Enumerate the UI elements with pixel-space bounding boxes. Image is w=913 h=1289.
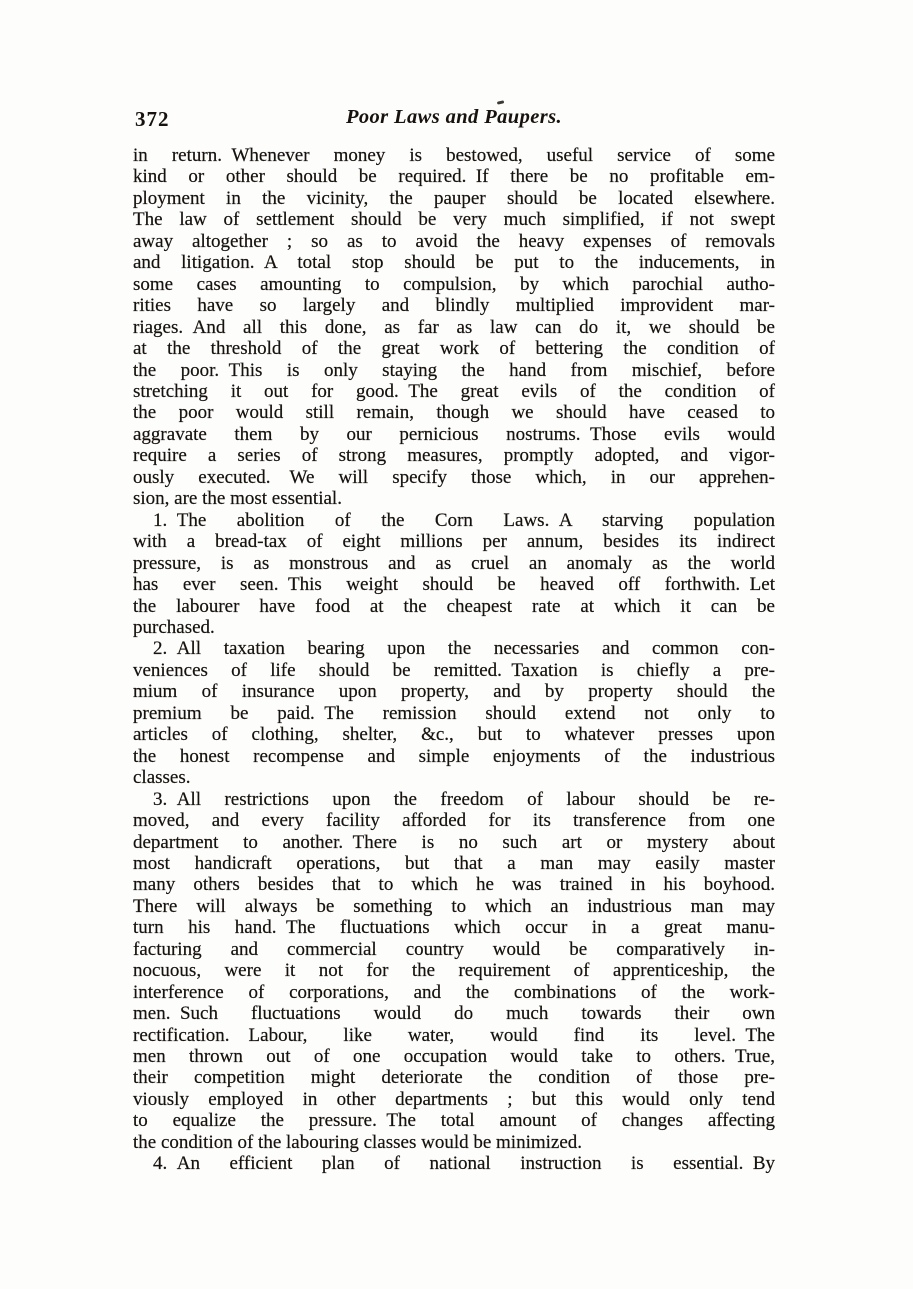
text-line: rectification. Labour, like water, would find its level. The (133, 1024, 775, 1046)
text-line: ously executed. We will specify those which, in our apprehen- (133, 466, 775, 488)
text-line: premium be paid. The remission should extend not only to (133, 702, 775, 724)
text-line: There will always be something to which an industrious man may (133, 895, 775, 917)
running-head (133, 106, 775, 134)
text-line: department to another. There is no such art or mystery about (133, 831, 775, 853)
text-line: kind or other should be required. If there be no profitable em- (133, 166, 775, 188)
text-line: some cases amounting to compulsion, by which parochial autho- (133, 273, 775, 295)
text-line: in return. Whenever money is bestowed, useful service of some (133, 145, 775, 166)
text-line: the condition of the labouring classes would be minimized. (133, 1131, 583, 1153)
text-line: men thrown out of one occupation would take to others. True, (133, 1046, 775, 1068)
text-line: riages. And all this done, as far as law can do it, we should be (133, 316, 775, 338)
text-line: turn his hand. The fluctuations which occur in a great manu- (133, 917, 775, 939)
text-line: away altogether ; so as to avoid the heavy expenses of removals (133, 230, 775, 252)
text-line: has ever seen. This weight should be heaved off forthwith. Let (133, 574, 775, 596)
text-line: veniences of life should be remitted. Taxation is chiefly a pre- (133, 659, 775, 681)
scan-speck-artifact (497, 100, 504, 104)
text-line: interference of corporations, and the combinations of the work- (133, 981, 775, 1003)
text-line: sion, are the most essential. (133, 488, 342, 510)
page-number: 372 (135, 107, 170, 131)
text-line: purchased. (133, 616, 215, 638)
page-body (133, 145, 775, 1175)
text-line: require a series of strong measures, promptly adopted, and vigor- (133, 445, 775, 467)
text-line: viously employed in other departments ; but this would only tend (133, 1088, 775, 1110)
text-line: to equalize the pressure. The total amount of changes affecting (133, 1110, 775, 1132)
text-line: classes. (133, 767, 191, 789)
running-title: Poor Laws and Paupers. (345, 106, 563, 128)
text-line: mium of insurance upon property, and by property should the (133, 681, 775, 703)
text-line: the honest recompense and simple enjoyments of the industrious (133, 745, 775, 767)
text-line: the poor would still remain, though we should have ceased to (133, 402, 775, 424)
text-line: 4. An efficient plan of national instruction is essential. By (153, 1153, 775, 1175)
text-line: pressure, is as monstrous and as cruel an anomaly as the world (133, 552, 775, 574)
text-line: 2. All taxation bearing upon the necessaries and common con- (153, 638, 775, 660)
text-line: The law of settlement should be very much simplified, if not swept (133, 209, 775, 231)
text-line: ployment in the vicinity, the pauper should be located elsewhere. (133, 187, 775, 209)
text-line: the poor. This is only staying the hand from mischief, before (133, 359, 775, 381)
text-line: 1. The abolition of the Corn Laws. A starving population (153, 509, 775, 531)
text-line: articles of clothing, shelter, &c., but to whatever presses upon (133, 724, 775, 746)
text-line: most handicraft operations, but that a man may easily master (133, 852, 775, 874)
text-line: men. Such fluctuations would do much towards their own (133, 1003, 775, 1025)
text-line: the labourer have food at the cheapest rate at which it can be (133, 595, 775, 617)
text-line: 3. All restrictions upon the freedom of labour should be re- (153, 788, 775, 810)
text-line: their competition might deteriorate the condition of those pre- (133, 1067, 775, 1089)
text-line: moved, and every facility afforded for its transference from one (133, 810, 775, 832)
text-line: at the threshold of the great work of bettering the condition of (133, 338, 775, 360)
text-line: aggravate them by our pernicious nostrums. Those evils would (133, 423, 775, 445)
text-line: facturing and commercial country would be comparatively in- (133, 938, 775, 960)
text-line: and litigation. A total stop should be put to the inducements, in (133, 252, 775, 274)
text-line: stretching it out for good. The great evils of the condition of (133, 380, 775, 402)
text-line: nocuous, were it not for the requirement of apprenticeship, the (133, 960, 775, 982)
text-line: rities have so largely and blindly multiplied improvident mar- (133, 295, 775, 317)
text-line: many others besides that to which he was trained in his boyhood. (133, 874, 775, 896)
text-line: with a bread-tax of eight millions per annum, besides its indirect (133, 531, 775, 553)
